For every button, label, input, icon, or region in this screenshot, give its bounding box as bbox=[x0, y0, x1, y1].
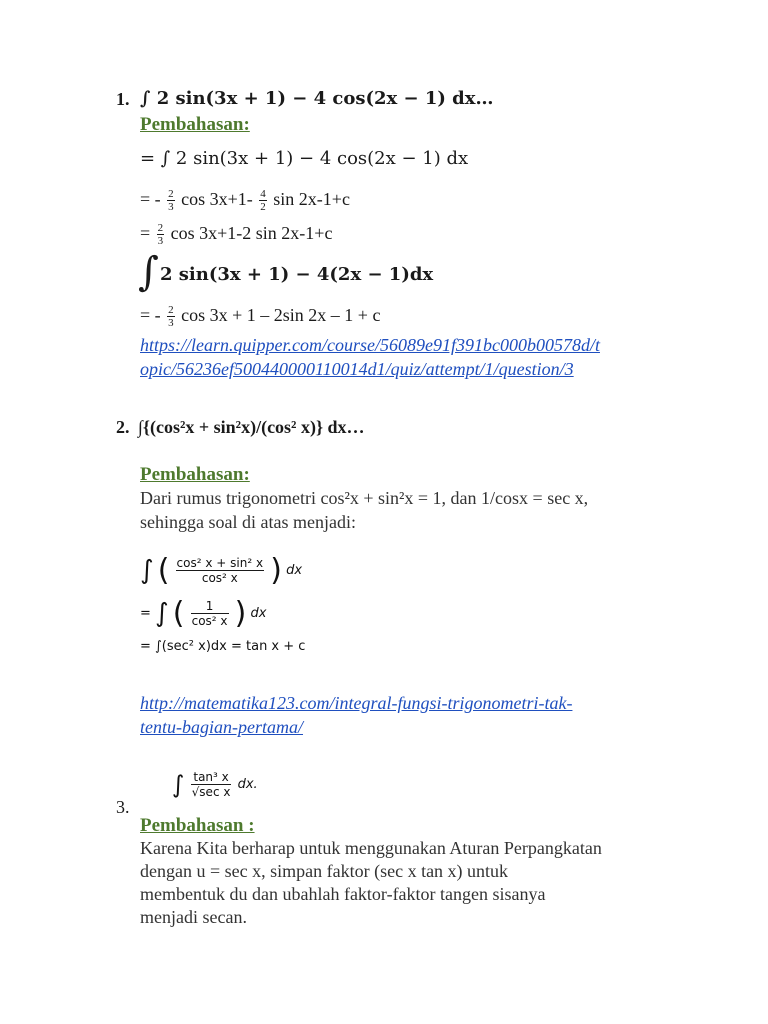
q3-heading: Pembahasan : bbox=[140, 815, 255, 836]
fraction: $\frac{2}{3}$ bbox=[157, 222, 164, 248]
q2-number: 2. bbox=[116, 417, 130, 437]
q1-step4: 2 sin(3x + 1) − 4(2x − 1)dx bbox=[160, 264, 434, 285]
integral-sign: ∫ bbox=[155, 598, 169, 629]
q3-text-line1: Karena Kita berharap untuk menggunakan Aturan Perpangkatan bbox=[140, 838, 602, 858]
q3-eq: ∫ $\frac{\text{tan³ x}}{\text{√sec x}}$ dx. bbox=[172, 770, 258, 799]
q2-eq1: ∫ ( $\frac{\text{cos² x + sin² x}}{\text{cos² x}}$ ) dx bbox=[140, 553, 303, 588]
q1-number: 1. bbox=[116, 89, 130, 109]
fraction: $\frac{2}{3}$ bbox=[168, 188, 174, 214]
q2-source-link-line2[interactable]: tentu-bagian-pertama/ bbox=[140, 717, 303, 737]
integral-sign: ∫ bbox=[138, 249, 159, 295]
q1-step5: = - $\frac{2}{3}$ cos 3x + 1 – 2sin 2x – 1 + c bbox=[140, 304, 381, 330]
q1-step2: = - $\frac{2}{3}$ cos 3x+1- $\frac{4}{2}$ sin 2x-1+c bbox=[140, 188, 350, 214]
integral-sign: ∫ bbox=[140, 555, 154, 586]
fraction: $\frac{2}{3}$ bbox=[168, 304, 174, 330]
q3-number: 3. bbox=[116, 797, 130, 817]
q1-source-link-line2[interactable]: opic/56236ef500440000110014d1/quiz/attempt/1/question/3 bbox=[140, 359, 574, 379]
q2-source-link-line1[interactable]: http://matematika123.com/integral-fungsi-trigonometri-tak- bbox=[140, 693, 573, 713]
q2-eq2: = ∫ ( $\frac{1}{\text{cos² x}}$ ) dx bbox=[140, 596, 267, 631]
q1-step3: = $\frac{2}{3}$ cos 3x+1-2 sin 2x-1+c bbox=[140, 222, 333, 248]
q2-heading: Pembahasan: bbox=[140, 464, 250, 485]
q3-text-line3: membentuk du dan ubahlah faktor-faktor tangen sisanya bbox=[140, 884, 546, 904]
q3-text-line4: menjadi secan. bbox=[140, 907, 247, 927]
q2-eq3: = ∫(sec² x)dx = tan x + c bbox=[140, 639, 306, 654]
q1-heading: Pembahasan: bbox=[140, 114, 250, 135]
fraction: $\frac{\text{tan³ x}}{\text{√sec x}}$ bbox=[191, 770, 231, 799]
fraction: $\frac{\text{cos² x + sin² x}}{\text{cos² x}}$ bbox=[176, 556, 264, 585]
fraction: $\frac{1}{\text{cos² x}}$ bbox=[191, 599, 228, 628]
q2-text-line2: sehingga soal di atas menjadi: bbox=[140, 512, 356, 532]
q3-text-line2: dengan u = sec x, simpan faktor (sec x tan x) untuk bbox=[140, 861, 509, 881]
q2-problem: ∫{(cos²x + sin²x)/(cos² x)} dx… bbox=[138, 417, 365, 437]
q1-step1: = ∫ 2 sin(3x + 1) − 4 cos(2x − 1) dx bbox=[140, 148, 469, 169]
integral-sign: ∫ bbox=[172, 770, 185, 799]
q2-text-line1: Dari rumus trigonometri cos²x + sin²x = 1, dan 1/cosx = sec x, bbox=[140, 488, 589, 508]
q1-problem: ∫ 2 sin(3x + 1) − 4 cos(2x − 1) dx… bbox=[140, 88, 494, 109]
q1-source-link-line1[interactable]: https://learn.quipper.com/course/56089e91f391bc000b00578d/t bbox=[140, 335, 600, 355]
fraction: $\frac{4}{2}$ bbox=[260, 188, 266, 214]
